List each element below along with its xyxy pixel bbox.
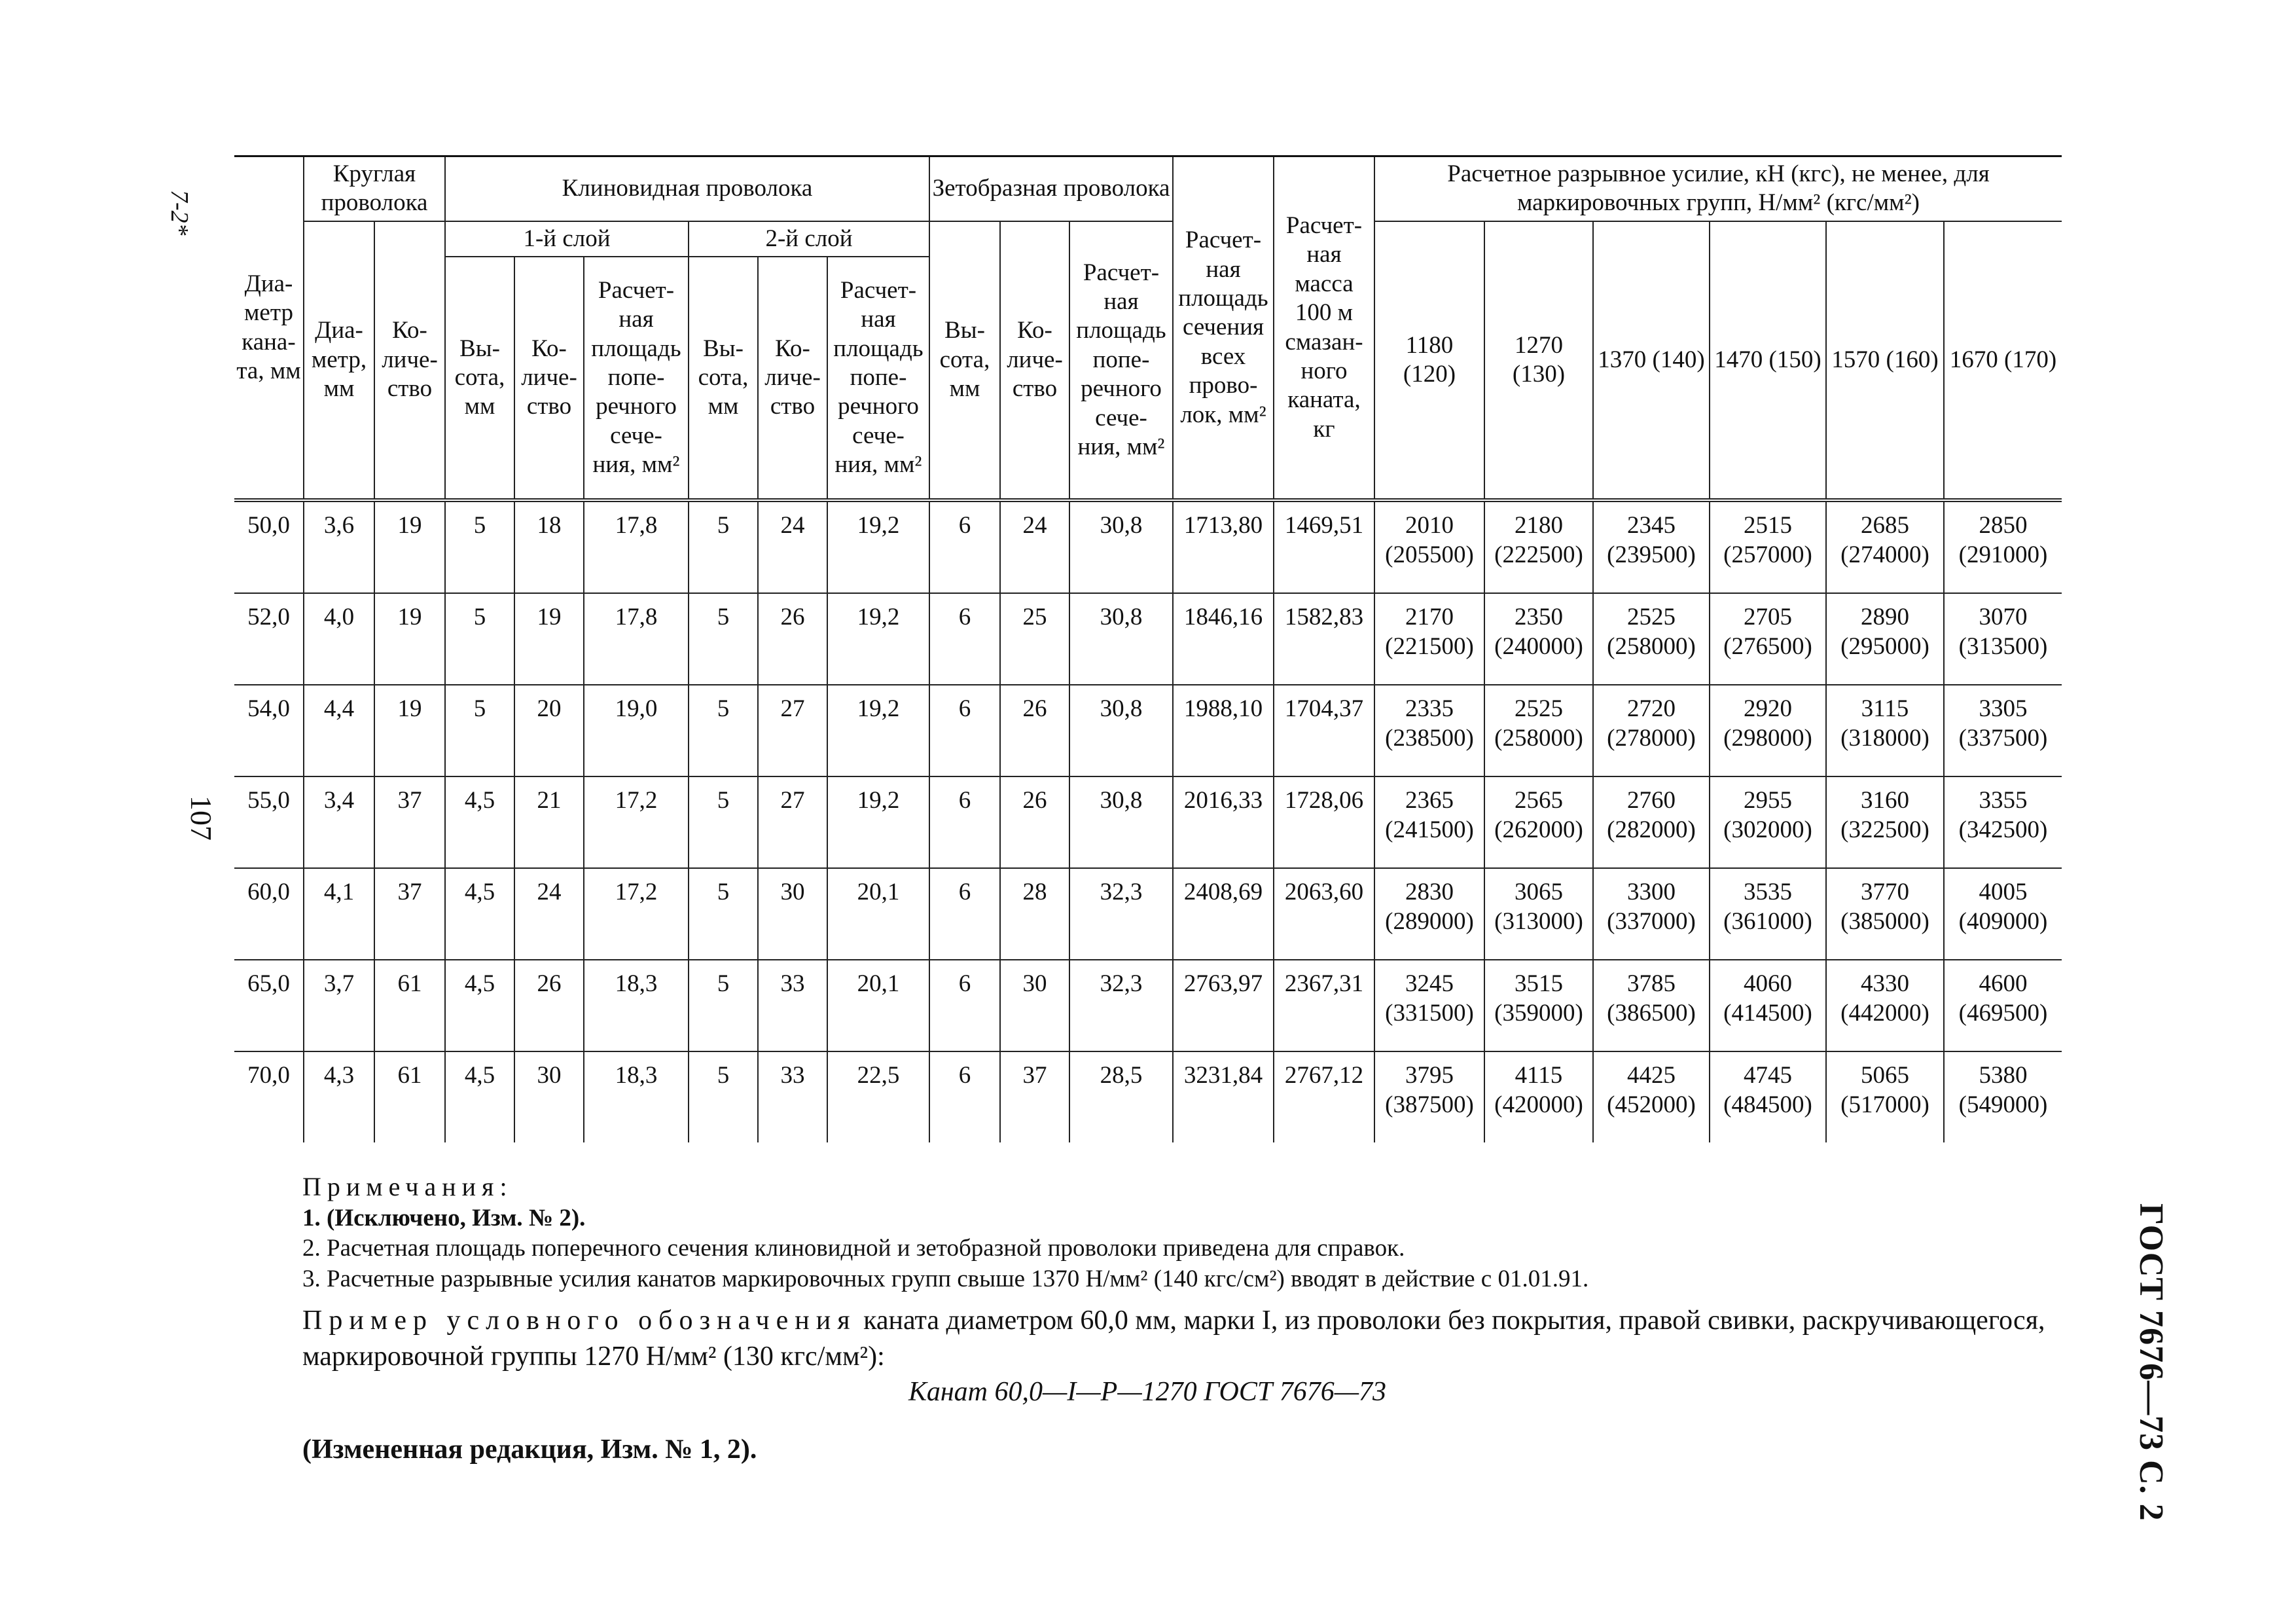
- table-cell: 2890 (295000): [1826, 593, 1944, 685]
- table-cell: 4330 (442000): [1826, 960, 1944, 1051]
- table-cell: 2760 (282000): [1593, 776, 1710, 868]
- table-cell: 61: [374, 960, 445, 1051]
- table-cell: 4,0: [304, 593, 374, 685]
- table-cell: 65,0: [234, 960, 304, 1051]
- table-cell: 19: [374, 500, 445, 593]
- table-cell: 50,0: [234, 500, 304, 593]
- table-cell: 2335 (238500): [1374, 685, 1484, 776]
- table-cell: 4,1: [304, 868, 374, 960]
- table-cell: 30,8: [1069, 685, 1173, 776]
- table-row: [234, 685, 2062, 776]
- table-cell: 5: [445, 593, 514, 685]
- table-cell: 19,2: [827, 500, 929, 593]
- table-cell: 3070 (313500): [1944, 593, 2062, 685]
- table-body: [234, 500, 2062, 1142]
- table-cell: 3,6: [304, 500, 374, 593]
- example-paragraph: [234, 1303, 2060, 1374]
- table-cell: 3245 (331500): [1374, 960, 1484, 1051]
- header-group-1180: 1180 (120): [1374, 221, 1484, 500]
- table-cell: 2408,69: [1173, 868, 1274, 960]
- table-cell: 26: [758, 593, 827, 685]
- table-cell: 19,2: [827, 776, 929, 868]
- table-cell: 1988,10: [1173, 685, 1274, 776]
- table-cell: 37: [374, 868, 445, 960]
- running-head: ГОСТ 7676—73 С. 2: [2132, 1203, 2170, 1522]
- header-diameter: Диа- метр кана- та, мм: [234, 156, 304, 501]
- table-row: [234, 776, 2062, 868]
- table-cell: 4745 (484500): [1710, 1051, 1826, 1142]
- table-cell: 2350 (240000): [1484, 593, 1593, 685]
- header-l1-height: Вы- сота, мм: [445, 257, 514, 500]
- table-cell: 60,0: [234, 868, 304, 960]
- table-cell: 4005 (409000): [1944, 868, 2062, 960]
- header-group-1370: 1370 (140): [1593, 221, 1710, 500]
- header-round-diameter: Диа- метр, мм: [304, 221, 374, 500]
- table-cell: 2955 (302000): [1710, 776, 1826, 868]
- margin-mark: 7-2*: [166, 190, 193, 236]
- table-cell: 32,3: [1069, 868, 1173, 960]
- table-cell: 30,8: [1069, 593, 1173, 685]
- table-cell: 55,0: [234, 776, 304, 868]
- table-cell: 6: [929, 593, 1000, 685]
- table-cell: 5: [689, 868, 758, 960]
- header-l2-area: Расчет- ная площадь попе- речного сече- ния, мм²: [827, 257, 929, 500]
- note-2: 2. Расчетная площадь поперечного сечения клиновидной и зетобразной проволоки приведена для справок.: [302, 1235, 1405, 1262]
- table-cell: 18,3: [584, 1051, 689, 1142]
- table-cell: 30: [514, 1051, 584, 1142]
- table-cell: 6: [929, 500, 1000, 593]
- table-cell: 4425 (452000): [1593, 1051, 1710, 1142]
- table-cell: 6: [929, 776, 1000, 868]
- table-row: [234, 500, 2062, 593]
- table-cell: 27: [758, 685, 827, 776]
- table-cell: 3300 (337000): [1593, 868, 1710, 960]
- table-cell: 21: [514, 776, 584, 868]
- header-layer-2: 2-й слой: [689, 221, 929, 257]
- table-cell: 2345 (239500): [1593, 500, 1710, 593]
- table-cell: 2180 (222500): [1484, 500, 1593, 593]
- table-cell: 2830 (289000): [1374, 868, 1484, 960]
- table-cell: 25: [1000, 593, 1069, 685]
- table-cell: 2367,31: [1274, 960, 1374, 1051]
- header-z-area: Расчет- ная площадь попе- речного сече- ния, мм²: [1069, 221, 1173, 500]
- notes: [302, 1171, 2070, 1294]
- table-cell: 5: [689, 960, 758, 1051]
- table-cell: 1704,37: [1274, 685, 1374, 776]
- table-row: [234, 960, 2062, 1051]
- header-wedge-wire: Клиновидная проволока: [445, 156, 929, 221]
- example-lead: Пример условного обозначения: [302, 1305, 857, 1336]
- table-cell: 27: [758, 776, 827, 868]
- header-breaking-force: Расчетное разрывное усилие, кН (кгс), не менее, для маркировочных групп, Н/мм² (кгс/мм²): [1374, 156, 2062, 221]
- table-cell: 3231,84: [1173, 1051, 1274, 1142]
- table-cell: 5: [445, 685, 514, 776]
- table-cell: 4,3: [304, 1051, 374, 1142]
- header-l1-area: Расчет- ная площадь попе- речного сече- ния, мм²: [584, 257, 689, 500]
- table-cell: 24: [1000, 500, 1069, 593]
- table-cell: 2920 (298000): [1710, 685, 1826, 776]
- table-cell: 19,2: [827, 685, 929, 776]
- table-cell: 4,5: [445, 868, 514, 960]
- table-cell: 28,5: [1069, 1051, 1173, 1142]
- table-cell: 37: [374, 776, 445, 868]
- note-1: 1. (Исключено, Изм. № 2).: [302, 1205, 586, 1231]
- table-cell: 2063,60: [1274, 868, 1374, 960]
- table-cell: 3,7: [304, 960, 374, 1051]
- table-cell: 18: [514, 500, 584, 593]
- designation-example: [234, 1303, 2060, 1410]
- table-cell: 24: [758, 500, 827, 593]
- table-row: [234, 868, 2062, 960]
- table-cell: 2010 (205500): [1374, 500, 1484, 593]
- table-cell: 3065 (313000): [1484, 868, 1593, 960]
- table-cell: 5: [689, 1051, 758, 1142]
- rope-parameters-table: [234, 155, 2062, 1142]
- table-cell: 37: [1000, 1051, 1069, 1142]
- table-cell: 17,8: [584, 500, 689, 593]
- table-cell: 18,3: [584, 960, 689, 1051]
- header-z-height: Вы- сота, мм: [929, 221, 1000, 500]
- header-z-count: Ко- личе- ство: [1000, 221, 1069, 500]
- table-cell: 2525 (258000): [1593, 593, 1710, 685]
- table-cell: 4060 (414500): [1710, 960, 1826, 1051]
- header-group-1470: 1470 (150): [1710, 221, 1826, 500]
- table-cell: 4,5: [445, 1051, 514, 1142]
- table-row: [234, 1051, 2062, 1142]
- table-cell: 20,1: [827, 868, 929, 960]
- table-cell: 26: [1000, 685, 1069, 776]
- table-cell: 3795 (387500): [1374, 1051, 1484, 1142]
- table-cell: 5: [445, 500, 514, 593]
- table-cell: 3785 (386500): [1593, 960, 1710, 1051]
- notes-title: Примечания:: [302, 1172, 513, 1201]
- table-cell: 20,1: [827, 960, 929, 1051]
- revision-note: (Измененная редакция, Изм. № 1, 2).: [302, 1434, 757, 1465]
- table-cell: 1728,06: [1274, 776, 1374, 868]
- table-cell: 30,8: [1069, 776, 1173, 868]
- table-cell: 5380 (549000): [1944, 1051, 2062, 1142]
- table-cell: 30: [758, 868, 827, 960]
- table-cell: 3355 (342500): [1944, 776, 2062, 868]
- table-cell: 30: [1000, 960, 1069, 1051]
- table-cell: 4,5: [445, 776, 514, 868]
- header-l2-count: Ко- личе- ство: [758, 257, 827, 500]
- table-cell: 4,5: [445, 960, 514, 1051]
- table-cell: 1846,16: [1173, 593, 1274, 685]
- table-cell: 5: [689, 685, 758, 776]
- table-cell: 17,2: [584, 776, 689, 868]
- header-group-1670: 1670 (170): [1944, 221, 2062, 500]
- table-cell: 2767,12: [1274, 1051, 1374, 1142]
- table-cell: 4115 (420000): [1484, 1051, 1593, 1142]
- table-cell: 3770 (385000): [1826, 868, 1944, 960]
- table-cell: 2525 (258000): [1484, 685, 1593, 776]
- table-cell: 1582,83: [1274, 593, 1374, 685]
- table-cell: 24: [514, 868, 584, 960]
- table-cell: 32,3: [1069, 960, 1173, 1051]
- table-cell: 22,5: [827, 1051, 929, 1142]
- table-cell: 6: [929, 868, 1000, 960]
- note-3: 3. Расчетные разрывные усилия канатов маркировочных групп свыше 1370 Н/мм² (140 кгс/см²) вводят в действие с 01.01.91.: [302, 1265, 1589, 1292]
- table-cell: 26: [1000, 776, 1069, 868]
- table-cell: 3160 (322500): [1826, 776, 1944, 868]
- table-cell: 61: [374, 1051, 445, 1142]
- table-cell: 28: [1000, 868, 1069, 960]
- header-z-wire: Зетобразная проволока: [929, 156, 1173, 221]
- table-cell: 3115 (318000): [1826, 685, 1944, 776]
- table-cell: 19: [374, 685, 445, 776]
- table-cell: 3305 (337500): [1944, 685, 2062, 776]
- table-cell: 2720 (278000): [1593, 685, 1710, 776]
- table-cell: 19: [374, 593, 445, 685]
- table-cell: 54,0: [234, 685, 304, 776]
- table-cell: 2705 (276500): [1710, 593, 1826, 685]
- table-cell: 2565 (262000): [1484, 776, 1593, 868]
- table-cell: 5: [689, 776, 758, 868]
- table-cell: 2515 (257000): [1710, 500, 1826, 593]
- table-cell: 5065 (517000): [1826, 1051, 1944, 1142]
- table-cell: 19,2: [827, 593, 929, 685]
- table-cell: 52,0: [234, 593, 304, 685]
- table-cell: 1713,80: [1173, 500, 1274, 593]
- page-number: 107: [185, 795, 218, 841]
- table-cell: 33: [758, 1051, 827, 1142]
- table-cell: 17,2: [584, 868, 689, 960]
- table-cell: 4600 (469500): [1944, 960, 2062, 1051]
- header-l1-count: Ко- личе- ство: [514, 257, 584, 500]
- table-cell: 6: [929, 685, 1000, 776]
- table-cell: 26: [514, 960, 584, 1051]
- header-group-1270: 1270 (130): [1484, 221, 1593, 500]
- table-cell: 5: [689, 593, 758, 685]
- table-cell: 5: [689, 500, 758, 593]
- example-text: каната диаметром 60,0 мм, марки I, из проволоки без покрытия, правой свивки, раскручивающегося, маркировочной группы 1270 Н/мм² (130 кгс/мм²):: [302, 1305, 2045, 1372]
- table-cell: 19: [514, 593, 584, 685]
- table-cell: 6: [929, 960, 1000, 1051]
- table-cell: 3,4: [304, 776, 374, 868]
- header-group-1570: 1570 (160): [1826, 221, 1944, 500]
- table-cell: 2016,33: [1173, 776, 1274, 868]
- header-round-wire: Круглая проволока: [304, 156, 445, 221]
- table-cell: 33: [758, 960, 827, 1051]
- header-layer-1: 1-й слой: [445, 221, 689, 257]
- table-cell: 6: [929, 1051, 1000, 1142]
- table-cell: 70,0: [234, 1051, 304, 1142]
- header-area-all: Расчет- ная площадь сечения всех прово- лок, мм²: [1173, 156, 1274, 501]
- table-cell: 1469,51: [1274, 500, 1374, 593]
- example-formula: Канат 60,0—I—Р—1270 ГОСТ 7676—73: [908, 1377, 1387, 1408]
- table-cell: 2365 (241500): [1374, 776, 1484, 868]
- table-cell: 4,4: [304, 685, 374, 776]
- table-cell: 3535 (361000): [1710, 868, 1826, 960]
- table-cell: 30,8: [1069, 500, 1173, 593]
- header-mass: Расчет- ная масса 100 м смазан- ного каната, кг: [1274, 156, 1374, 501]
- header-round-count: Ко- личе- ство: [374, 221, 445, 500]
- table-cell: 2850 (291000): [1944, 500, 2062, 593]
- table-cell: 3515 (359000): [1484, 960, 1593, 1051]
- table-cell: 2685 (274000): [1826, 500, 1944, 593]
- table-cell: 2170 (221500): [1374, 593, 1484, 685]
- table-cell: 17,8: [584, 593, 689, 685]
- table-cell: 20: [514, 685, 584, 776]
- table-row: [234, 593, 2062, 685]
- table-cell: 2763,97: [1173, 960, 1274, 1051]
- header-l2-height: Вы- сота, мм: [689, 257, 758, 500]
- table-cell: 19,0: [584, 685, 689, 776]
